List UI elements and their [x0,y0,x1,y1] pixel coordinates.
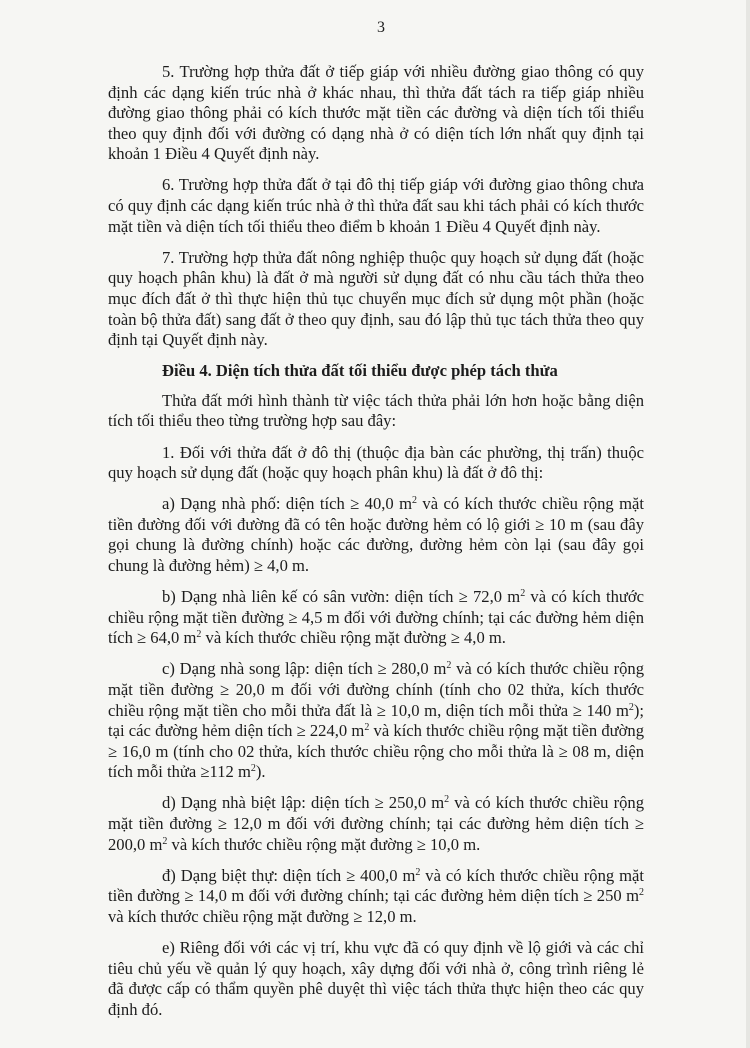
paragraph-clause-5: 5. Trường hợp thửa đất ở tiếp giáp với nhiều đường giao thông có quy định các dạng kiến trúc nhà ở khác nhau, thì thửa đất tách ra tiếp giáp nhiều đường giao thông phải có kích thước mặt tiền các đường và diện tích tối thiểu theo quy định đối với đường có dạng nhà ở có diện tích lớn nhất quy định tại khoản 1 Điều 4 Quyết định này. [108,62,644,164]
item-c-semi-detached [108,659,644,783]
superscript-2: 2 [412,495,418,507]
superscript-2: 2 [364,722,370,734]
superscript-2: 2 [415,866,421,878]
item-dd-text-3: và kích thước chiều rộng mặt đường ≥ 12,0 m. [108,906,417,926]
item-b-garden-townhouse [108,587,644,649]
item-e-special-areas: e) Riêng đối với các vị trí, khu vực đã có quy định về lộ giới và các chỉ tiêu chủ yếu về quản lý quy hoạch, xây dựng đối với nhà ở, công trình riêng lẻ đã được cấp có thẩm quyền phê duyệt thì việc tách thửa thực hiện theo các quy định đó. [108,937,644,1019]
item-a-text-1: a) Dạng nhà phố: diện tích ≥ 40,0 m [162,494,413,514]
item-c-text-2: và có kích thước chiều rộng mặt tiền đường ≥ 20,0 m đối với đường chính (tính cho 02 thửa, kích thước chiều rộng mặt tiền cho mỗi thửa đất là ≥ 10,0 m, diện tích mỗi thửa ≥ 140 m [108,659,644,720]
superscript-2: 2 [520,588,526,600]
item-dd-text-2: và có kích thước chiều rộng mặt tiền đường ≥ 14,0 m đối với đường chính; tại các đường hẻm diện tích ≥ 250 m [108,865,644,906]
superscript-2: 2 [250,763,256,775]
paragraph-clause-7: 7. Trường hợp thửa đất nông nghiệp thuộc quy hoạch sử dụng đất (hoặc quy hoạch phân khu) là đất ở mà người sử dụng đất có nhu cầu tách thửa theo mục đích đất ở thì thực hiện thủ tục chuyển mục đích sử dụng một phần (hoặc toàn bộ thửa đất) sang đất ở theo quy định, sau đó lập thủ tục tách thửa theo quy định tại Quyết định này. [108,247,644,350]
item-a-text-2: và có kích thước chiều rộng mặt tiền đường đối với đường đã có tên hoặc đường hẻm có lộ giới ≥ 10 m (sau đây gọi chung là đường chính) hoặc các đường, đường hẻm còn lại (sau đây gọi chung là đường hẻm) ≥ 4,0 m. [108,494,644,575]
item-d-text-2: và có kích thước chiều rộng mặt tiền đường ≥ 12,0 m đối với đường chính; tại các đường hẻm diện tích ≥ 200,0 m [108,793,644,854]
item-b-text-3: và kích thước chiều rộng mặt đường ≥ 4,0 m. [201,628,506,648]
superscript-2: 2 [628,701,634,713]
item-c-text-5: ). [255,762,266,782]
item-d-text-3: và kích thước chiều rộng mặt đường ≥ 10,0 m. [167,834,481,854]
item-d-detached-house [108,793,644,855]
item-b-text-2: và có kích thước chiều rộng mặt tiền đường ≥ 4,5 m đối với đường chính; tại các đường hẻm diện tích ≥ 64,0 m [108,587,645,648]
superscript-2: 2 [196,629,202,641]
item-c-text-3: ); tại các đường hẻm diện tích ≥ 224,0 m [108,700,644,741]
paragraph-clause-6: 6. Trường hợp thửa đất ở tại đô thị tiếp giáp với đường giao thông chưa có quy định các dạng kiến trúc nhà ở thì thửa đất sau khi tách phải có kích thước mặt tiền và diện tích tối thiểu theo điểm b khoản 1 Điều 4 Quyết định này. [108,175,644,236]
superscript-2: 2 [446,660,452,672]
item-c-text-4: và kích thước chiều rộng mặt tiền đường ≥ 16,0 m (tính cho 02 thửa, kích thước chiều rộng cho mỗi thửa là ≥ 08 m, diện tích mỗi thửa ≥112 m [108,721,644,782]
superscript-2: 2 [162,835,168,847]
item-a-row-house [108,494,644,576]
superscript-2: 2 [639,887,644,899]
item-d-text-1: d) Dạng nhà biệt lập: diện tích ≥ 250,0 m [162,793,445,813]
article-4-intro: Thửa đất mới hình thành từ việc tách thửa phải lớn hơn hoặc bằng diện tích tối thiểu theo từng trường hợp sau đây: [108,390,644,431]
superscript-2: 2 [444,794,450,806]
page-edge-shadow [746,0,750,1048]
item-dd-villa [108,866,644,928]
item-c-text-1: c) Dạng nhà song lập: diện tích ≥ 280,0 m [162,659,447,679]
item-dd-text-1: đ) Dạng biệt thự: diện tích ≥ 400,0 m [162,865,416,885]
item-b-text-1: b) Dạng nhà liên kế có sân vườn: diện tích ≥ 72,0 m [162,587,521,607]
page-number: 3 [377,19,385,36]
article-4-clause-1: 1. Đối với thửa đất ở đô thị (thuộc địa bàn các phường, thị trấn) thuộc quy hoạch sử dụng đất (hoặc quy hoạch phân khu) là đất ở đô thị: [108,442,644,483]
article-4-title: Điều 4. Diện tích thửa đất tối thiểu được phép tách thửa [162,361,558,381]
